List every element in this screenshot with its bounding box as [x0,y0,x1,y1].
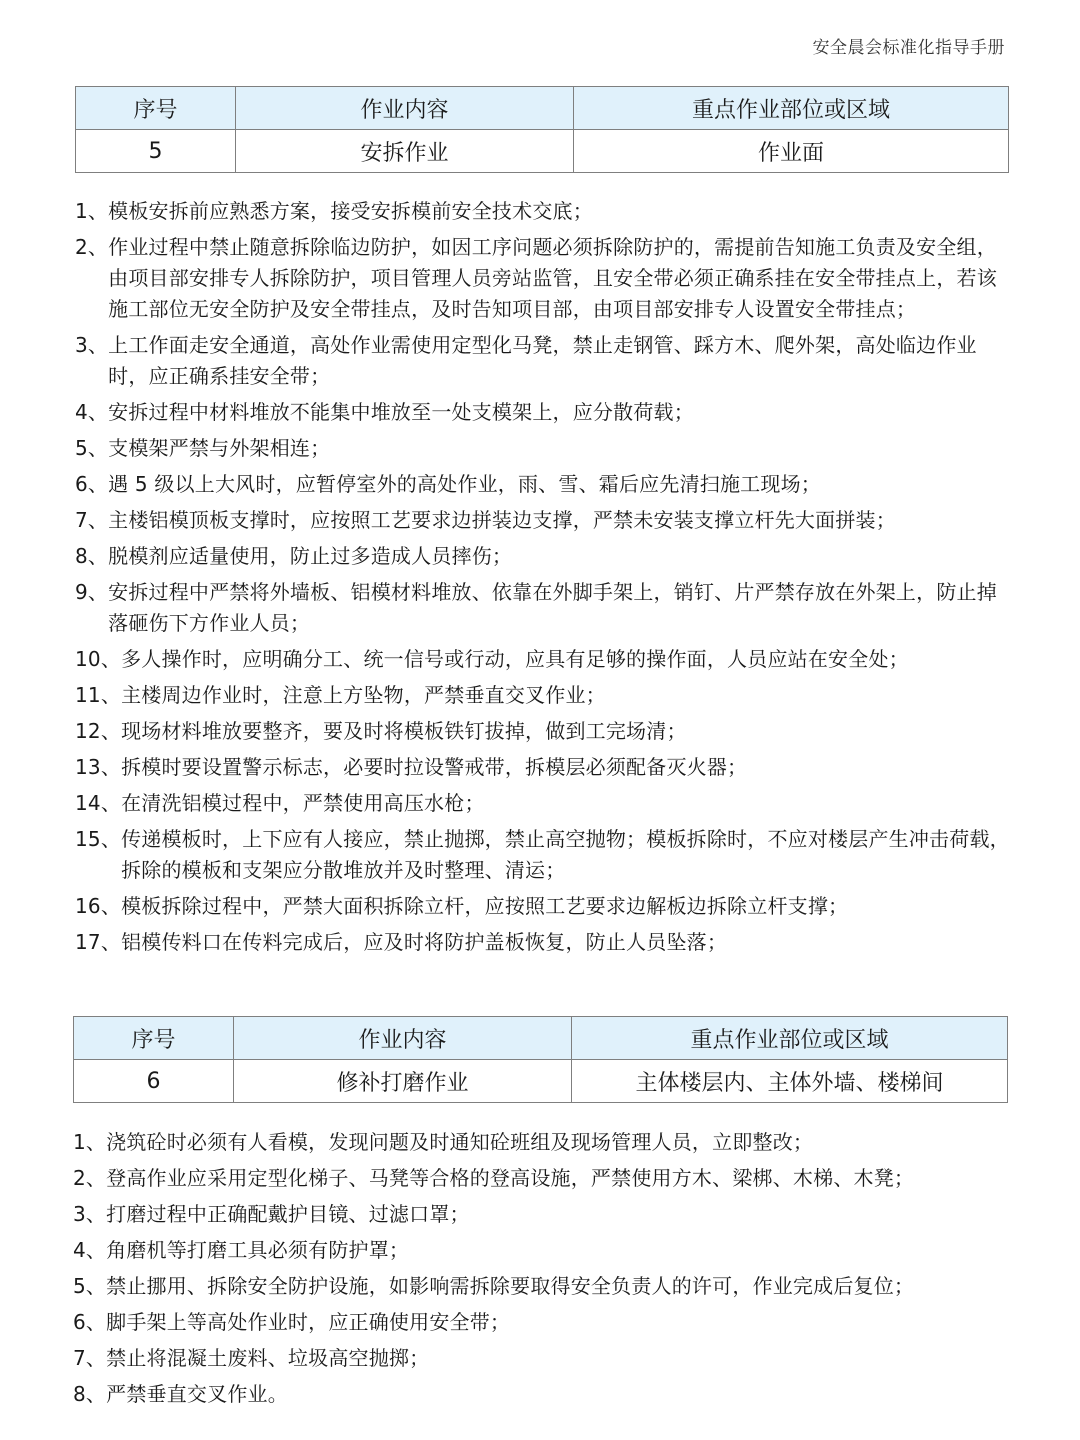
list-item [75,680,1010,711]
header-cell-work-content: 作业内容 [234,1017,572,1060]
list-item-text: 模板拆除过程中，严禁大面积拆除立杆，应按照工艺要求边解板边拆除立杆支撑； [121,894,849,918]
list-item-text: 作业过程中禁止随意拆除临边防护，如因工序问题必须拆除防护的，需提前告知施工负责及安全组，由项目部安排专人拆除防护，项目管理人员旁站监管，且安全带必须正确系挂在安全带挂点上，若该施工部位无安全防护及安全带挂点，及时告知项目部，由项目部安排专人设置安全带挂点； [108,235,997,321]
list-item-text: 打磨过程中正确配戴护目镜、过滤口罩； [106,1202,470,1226]
cell-serial: 6 [74,1060,234,1103]
list-item-text: 安拆过程中材料堆放不能集中堆放至一处支模架上，应分散荷载； [108,400,694,424]
list-item [75,824,1010,886]
list-item-number: 5、 [73,1274,107,1298]
list-item-number: 4、 [73,1238,107,1262]
list-item-text: 脚手架上等高处作业时，应正确使用安全带； [106,1310,511,1334]
cell-serial: 5 [76,130,236,173]
list-item [73,1307,1008,1338]
list-item [75,927,1010,958]
table-header-row [76,87,1009,130]
cell-key-area: 作业面 [574,130,1009,173]
list-item-number: 10、 [75,647,122,671]
rules-list-5 [75,196,1010,963]
list-item [75,433,1010,464]
list-item [75,330,1010,392]
cell-work-content: 安拆作业 [236,130,574,173]
table-row [76,130,1009,173]
list-item-text: 支模架严禁与外架相连； [108,436,331,460]
list-item [75,196,1010,227]
header-cell-key-area: 重点作业部位或区域 [574,87,1009,130]
list-item-text: 在清洗铝模过程中，严禁使用高压水枪； [121,791,485,815]
list-item-number: 8、 [75,544,109,568]
list-item-text: 浇筑砼时必须有人看模，发现问题及时通知砼班组及现场管理人员，立即整改； [106,1130,814,1154]
list-item-number: 15、 [75,827,122,851]
header-cell-serial: 序号 [74,1017,234,1060]
list-item-text: 主楼周边作业时，注意上方坠物，严禁垂直交叉作业； [121,683,606,707]
list-item-number: 16、 [75,894,122,918]
list-item-number: 11、 [75,683,122,707]
header-cell-work-content: 作业内容 [236,87,574,130]
rules-list-6 [73,1127,1008,1415]
list-item [75,716,1010,747]
list-item-text: 遇 5 级以上大风时，应暂停室外的高处作业，雨、雪、霜后应先清扫施工现场； [108,472,821,496]
cell-work-content: 修补打磨作业 [234,1060,572,1103]
list-item [75,469,1010,500]
list-item [73,1271,1008,1302]
list-item [75,891,1010,922]
list-item [73,1127,1008,1158]
header-cell-serial: 序号 [76,87,236,130]
cell-key-area: 主体楼层内、主体外墙、楼梯间 [572,1060,1008,1103]
list-item-text: 现场材料堆放要整齐，要及时将模板铁钉拔掉，做到工完场清； [121,719,687,743]
header-cell-key-area: 重点作业部位或区域 [572,1017,1008,1060]
list-item-text: 拆模时要设置警示标志，必要时拉设警戒带，拆模层必须配备灭火器； [121,755,748,779]
list-item-text: 多人操作时，应明确分工、统一信号或行动，应具有足够的操作面，人员应站在安全处； [121,647,909,671]
list-item-text: 传递模板时，上下应有人接应，禁止抛掷，禁止高空抛物；模板拆除时，不应对楼层产生冲击荷载，拆除的模板和支架应分散堆放并及时整理、清运； [121,827,1010,882]
list-item-number: 17、 [75,930,122,954]
list-item-number: 2、 [73,1166,107,1190]
list-item-number: 6、 [73,1310,107,1334]
list-item [73,1199,1008,1230]
list-item-number: 14、 [75,791,122,815]
list-item [75,577,1010,639]
list-item-text: 严禁垂直交叉作业。 [106,1382,288,1406]
work-table-6 [73,1016,1008,1103]
list-item-text: 角磨机等打磨工具必须有防护罩； [106,1238,410,1262]
list-item-number: 7、 [75,508,109,532]
list-item [73,1343,1008,1374]
list-item [75,541,1010,572]
list-item [75,788,1010,819]
list-item [73,1379,1008,1410]
list-item-text: 主楼铝模顶板支撑时，应按照工艺要求边拼装边支撑，严禁未安装支撑立杆先大面拼装； [108,508,896,532]
list-item [73,1235,1008,1266]
list-item-number: 12、 [75,719,122,743]
document-header-title: 安全晨会标准化指导手册 [812,38,1005,58]
list-item [75,232,1010,325]
list-item-number: 8、 [73,1382,107,1406]
table-header-row [74,1017,1008,1060]
list-item-number: 7、 [73,1346,107,1370]
list-item-text: 上工作面走安全通道，高处作业需使用定型化马凳，禁止走钢管、踩方木、爬外架，高处临边作业时，应正确系挂安全带； [108,333,977,388]
list-item-text: 安拆过程中严禁将外墙板、铝模材料堆放、依靠在外脚手架上，销钉、片严禁存放在外架上，防止掉落砸伤下方作业人员； [108,580,997,635]
list-item [73,1163,1008,1194]
list-item-number: 9、 [75,580,109,604]
list-item [75,644,1010,675]
list-item [75,505,1010,536]
list-item-text: 模板安拆前应熟悉方案，接受安拆模前安全技术交底； [108,199,593,223]
list-item-number: 5、 [75,436,109,460]
list-item-text: 脱模剂应适量使用，防止过多造成人员摔伤； [108,544,513,568]
list-item-number: 13、 [75,755,122,779]
list-item-number: 2、 [75,235,109,259]
list-item-text: 铝模传料口在传料完成后，应及时将防护盖板恢复，防止人员坠落； [121,930,728,954]
list-item [75,397,1010,428]
work-table-5 [75,86,1009,173]
list-item-number: 1、 [73,1130,107,1154]
list-item-text: 禁止将混凝土废料、垃圾高空抛掷； [106,1346,430,1370]
list-item-number: 3、 [75,333,109,357]
list-item-text: 登高作业应采用定型化梯子、马凳等合格的登高设施，严禁使用方木、梁梆、木梯、木凳； [106,1166,915,1190]
list-item-text: 禁止挪用、拆除安全防护设施，如影响需拆除要取得安全负责人的许可，作业完成后复位； [106,1274,915,1298]
list-item-number: 6、 [75,472,109,496]
list-item-number: 1、 [75,199,109,223]
list-item-number: 4、 [75,400,109,424]
list-item-number: 3、 [73,1202,107,1226]
list-item [75,752,1010,783]
table-row [74,1060,1008,1103]
